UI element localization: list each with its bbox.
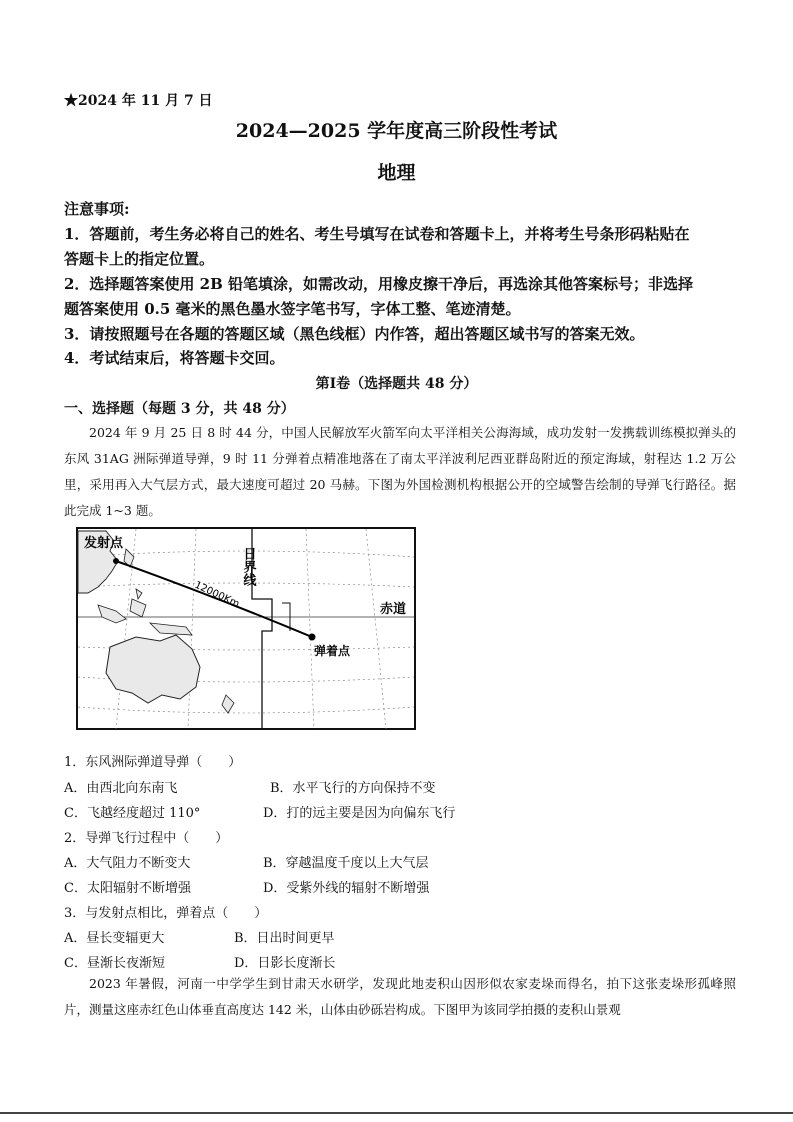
question-1-option-d: D．打的远主要是因为向偏东飞行 <box>263 806 456 821</box>
question-3-option-d: D．日影长度渐长 <box>234 956 336 971</box>
question-3-option-c: C．昼渐长夜渐短 <box>64 956 165 971</box>
launch-point-label: 发射点 <box>84 536 124 551</box>
exam-title: 2024—2025 学年度高三阶段性考试 <box>235 120 558 142</box>
note-1-line-1: 1．答题前，考生务必将自己的姓名、考生号填写在试卷和答题卡上，并将考生号条形码粘贴在 <box>64 225 690 243</box>
question-1-option-b: B．水平飞行的方向保持不变 <box>270 781 436 796</box>
missile-path-map <box>76 527 416 730</box>
question-3-option-b: B．日出时间更早 <box>234 931 335 946</box>
question-2-option-c: C．太阳辐射不断增强 <box>64 881 191 896</box>
question-1-option-c: C．飞越经度超过 110° <box>64 806 201 821</box>
note-2-line-2: 题答案使用 0.5 毫米的黑色墨水签字笔书写，字体工整、笔迹清楚。 <box>64 300 521 318</box>
question-2-option-a: A．大气阻力不断变大 <box>64 856 191 871</box>
question-3-option-a: A．昼长变辐更大 <box>64 931 165 946</box>
page-bottom-rule <box>0 1112 793 1114</box>
part-1-title: 第Ⅰ卷（选择题共 48 分） <box>315 376 478 392</box>
question-2-option-b: B．穿越温度千度以上大气层 <box>263 856 429 871</box>
note-4: 4．考试结束后，将答题卡交回。 <box>64 349 285 367</box>
question-2-option-d: D．受紫外线的辐射不断增强 <box>263 881 430 896</box>
note-2-line-1: 2．选择题答案使用 2B 铅笔填涂，如需改动，用橡皮擦干净后，再选涂其他答案标号；非选择 <box>64 275 694 293</box>
equator-label: 赤道 <box>380 602 407 617</box>
dateline-label: 日界线 <box>240 547 256 586</box>
question-1-stem: 1．东风洲际弹道导弹（ ） <box>64 755 242 770</box>
passage-2: 2023 年暑假，河南一中学学生到甘肃天水研学，发现此地麦积山因形似农家麦垛而得名，拍下这张麦垛形孤峰照片，测量这座赤红色山体垂直高度达 142 米，山体由砂砾岩构成。下图甲为该同学拍摄的麦积山景观 <box>64 976 736 1017</box>
exam-subject: 地理 <box>377 162 416 184</box>
question-1-option-a: A．由西北向东南飞 <box>64 781 178 796</box>
note-1-line-2: 答题卡上的指定位置。 <box>64 250 215 268</box>
question-2-stem: 2．导弹飞行过程中（ ） <box>64 831 229 846</box>
exam-date: ★2024 年 11 月 7 日 <box>64 93 213 109</box>
passage-1: 2024 年 9 月 25 日 8 时 44 分，中国人民解放军火箭军向太平洋相关公海海域，成功发射一发携载训练模拟弹头的东风 31AG 洲际弹道导弹，9 时 11 分弹着点精准地落在了南太平洋波利尼西亚群岛附近的预定海域，射程达 1.2 万公里，采用再入大气层方式，最大速度可超过 20 马赫。下图为外国检测机构根据公开的空域警告绘制的导弹飞行路径。据此完成 1~3 题。 <box>64 425 736 518</box>
impact-point-label: 弹着点 <box>314 644 351 658</box>
notes-heading: 注意事项: <box>64 200 130 218</box>
question-3-stem: 3．与发射点相比，弹着点（ ） <box>64 906 268 921</box>
note-3: 3．请按照题号在各题的答题区域（黑色线框）内作答，超出答题区域书写的答案无效。 <box>64 325 645 343</box>
section-1-heading: 一、选择题（每题 3 分，共 48 分） <box>64 401 295 417</box>
distance-label: 12000Km <box>192 579 241 611</box>
